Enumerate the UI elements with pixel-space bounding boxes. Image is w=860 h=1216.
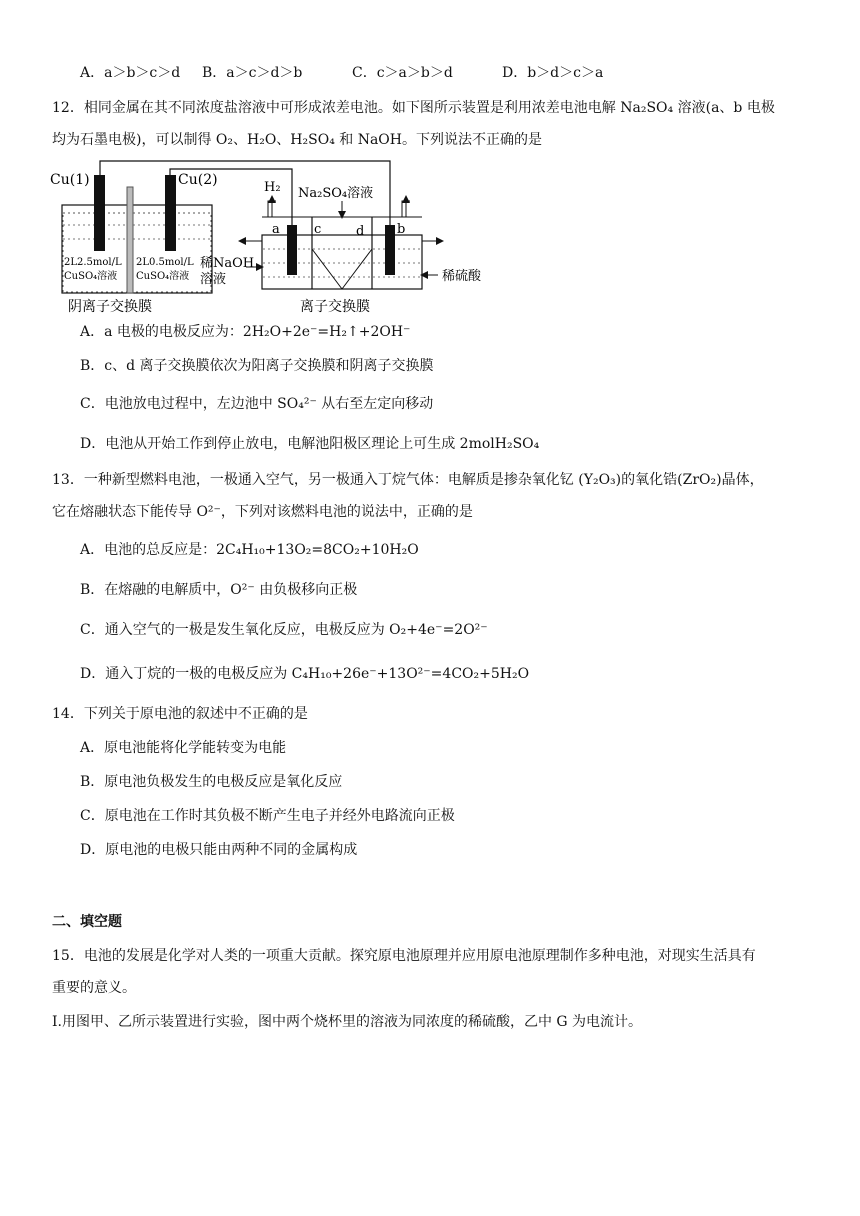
q13-option-c: C．通入空气的一极是发生氧化反应，电极反应为 O₂+4e⁻=2O²⁻ bbox=[80, 622, 488, 638]
q13-option-d: D．通入丁烷的一极的电极反应为 C₄H₁₀+26e⁻+13O²⁻=4CO₂+5H₂O bbox=[80, 666, 530, 682]
anion-membrane-label: 阴离子交换膜 bbox=[68, 299, 152, 315]
cu2-label: Cu(2) bbox=[178, 172, 218, 188]
q12-option-b: B．c、d 离子交换膜依次为阳离子交换膜和阴离子交换膜 bbox=[80, 358, 434, 374]
q13-stem-line1: 13．一种新型燃料电池，一极通入空气，另一极通入丁烷气体：电解质是掺杂氧化钇 (Y₂O₃)的氧化锆(ZrO₂)晶体， bbox=[52, 472, 764, 488]
h2-label: H₂ bbox=[264, 180, 281, 195]
q12-stem-line2: 均为石墨电极)，可以制得 O₂、H₂O、H₂SO₄ 和 NaOH。下列说法不正确的是 bbox=[52, 132, 542, 148]
naoh-label-line2: 溶液 bbox=[200, 272, 227, 287]
right-solution-line2: CuSO₄溶液 bbox=[136, 271, 190, 282]
q15-stem-line1: 15．电池的发展是化学对人类的一项重大贡献。探究原电池原理并应用原电池原理制作多种电池，对现实生活具有 bbox=[52, 948, 756, 964]
q11-option-b: B．a＞c＞d＞b bbox=[202, 65, 303, 81]
q12-stem-line1: 12．相同金属在其不同浓度盐溶液中可形成浓差电池。如下图所示装置是利用浓差电池电解 Na₂SO₄ 溶液(a、b 电极 bbox=[52, 100, 775, 116]
right-solution-line1: 2L0.5mol/L bbox=[136, 257, 194, 268]
section-title: 二、填空题 bbox=[52, 914, 122, 930]
ion-membrane-label: 离子交换膜 bbox=[300, 299, 370, 315]
q12-option-c: C．电池放电过程中，左边池中 SO₄²⁻ 从右至左定向移动 bbox=[80, 396, 434, 412]
q12-option-d: D．电池从开始工作到停止放电，电解池阳极区理论上可生成 2molH₂SO₄ bbox=[80, 436, 540, 452]
electrode-b-label: b bbox=[397, 222, 406, 237]
q11-option-a: A．a＞b＞c＞d bbox=[80, 65, 181, 81]
q13-stem-line2: 它在熔融状态下能传导 O²⁻，下列对该燃料电池的说法中，正确的是 bbox=[52, 504, 473, 520]
h2so4-label: 稀硫酸 bbox=[442, 269, 482, 284]
q14-option-c: C．原电池在工作时其负极不断产生电子并经外电路流向正极 bbox=[80, 808, 455, 824]
q11-option-d: D．b＞d＞c＞a bbox=[502, 65, 604, 81]
q11-option-c: C．c＞a＞b＞d bbox=[352, 65, 453, 81]
q15-part1: I.用图甲、乙所示装置进行实验，图中两个烧杯里的溶液为同浓度的稀硫酸，乙中 G 为电流计。 bbox=[52, 1014, 643, 1030]
membrane-c-label: c bbox=[314, 222, 322, 237]
q13-option-a: A．电池的总反应是：2C₄H₁₀+13O₂=8CO₂+10H₂O bbox=[80, 542, 419, 558]
membrane-d-label: d bbox=[356, 224, 365, 239]
q14-option-b: B．原电池负极发生的电极反应是氧化反应 bbox=[80, 774, 343, 790]
q12-option-a: A．a 电极的电极反应为：2H₂O+2e⁻=H₂↑+2OH⁻ bbox=[80, 324, 411, 340]
electrode-a-label: a bbox=[272, 222, 280, 237]
na2so4-label: Na₂SO₄溶液 bbox=[298, 186, 374, 201]
naoh-label-line1: 稀NaOH bbox=[200, 256, 255, 271]
q14-option-a: A．原电池能将化学能转变为电能 bbox=[80, 740, 287, 756]
left-solution-line2: CuSO₄溶液 bbox=[64, 271, 118, 282]
q14-option-d: D．原电池的电极只能由两种不同的金属构成 bbox=[80, 842, 358, 858]
q15-stem-line2: 重要的意义。 bbox=[52, 980, 136, 996]
q14-stem: 14．下列关于原电池的叙述中不正确的是 bbox=[52, 706, 308, 722]
cu1-label: Cu(1) bbox=[50, 172, 90, 188]
left-solution-line1: 2L2.5mol/L bbox=[64, 257, 122, 268]
q12-figure bbox=[50, 155, 510, 315]
q13-option-b: B．在熔融的电解质中，O²⁻ 由负极移向正极 bbox=[80, 582, 358, 598]
